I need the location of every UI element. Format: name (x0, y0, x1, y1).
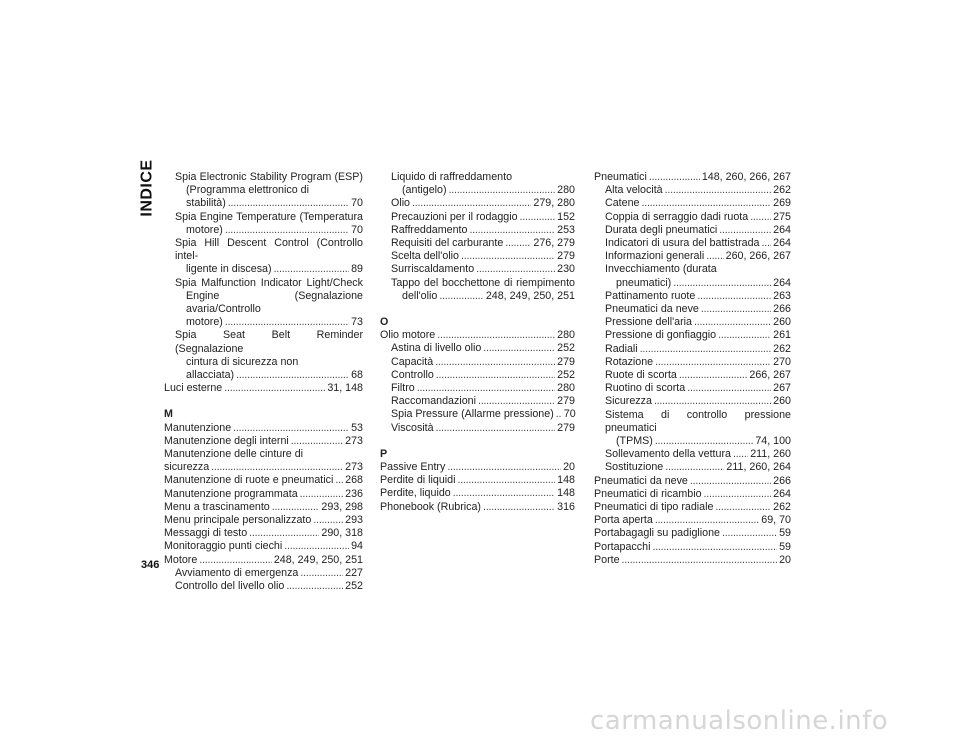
index-subentry-pneumatici-b-6[interactable]: Ruote di scorta . . . 266, 267 (594, 369, 791, 382)
page-ref[interactable]: 94 (351, 540, 363, 553)
page-ref[interactable]: 59 (779, 527, 791, 540)
page-ref[interactable]: 316 (557, 500, 575, 513)
index-subentry-motore-b-0[interactable]: Olio . . . 279, 280 (380, 197, 575, 210)
index-entry-p2-3[interactable]: Porta aperta . . . 69, 70 (594, 514, 791, 527)
index-subentry-pneumatici-b-8[interactable]: Sicurezza . . . 260 (594, 395, 791, 408)
index-entry-tappo-bocchettone[interactable]: Tappo del bocchettone di riempimento dell'olio . . . 248, 249, 250, 251 (380, 277, 575, 303)
page-ref[interactable]: 236 (345, 487, 363, 500)
index-entry-m2-1[interactable]: Manutenzione programmata . . . 236 (164, 488, 363, 501)
index-subentry-pneumatici-a-3[interactable]: Durata degli pneumatici . . . 264 (594, 224, 791, 237)
index-entry-spia-seat-belt[interactable]: Spia Seat Belt Reminder (Segnalazione cintura di sicurezza non allacciata) . . . 68 (164, 329, 363, 382)
page-ref[interactable]: 280 (557, 382, 575, 395)
index-letter-m: M (164, 408, 173, 421)
index-entry-p-0[interactable]: Passive Entry . . . 20 (380, 461, 575, 474)
page-ref[interactable]: 262 (773, 342, 791, 355)
index-entry-m2-3[interactable]: Menu principale personalizzato . . . 293 (164, 514, 363, 527)
page-ref[interactable]: 266 (773, 474, 791, 487)
index-entry-spia-esp[interactable]: Spia Electronic Stability Program (ESP) (Programma elettronico di stabilità) . . . 70 (164, 171, 363, 211)
index-subentry-pneumatici-b-4[interactable]: Radiali . . . 262 (594, 343, 791, 356)
index-entry-p2-4[interactable]: Portabagagli su padiglione . . . 59 (594, 527, 791, 540)
index-entry-liquido-raffreddamento[interactable]: Liquido di raffreddamento (antigelo) . . . 280 (380, 171, 575, 197)
page-ref[interactable]: 279 (557, 395, 575, 408)
index-subentry-pneumatici-b-3[interactable]: Pressione di gonfiaggio . . . 261 (594, 329, 791, 342)
index-subentry-olio-2[interactable]: Controllo . . . 252 (380, 369, 575, 382)
index-entry-p2-2[interactable]: Pneumatici di tipo radiale . . . 262 (594, 501, 791, 514)
index-subentry-olio-4[interactable]: Raccomandazioni . . . 279 (380, 395, 575, 408)
page-ref[interactable]: 152 (557, 210, 575, 223)
index-letter-p: P (380, 447, 388, 460)
index-entry-luci-esterne[interactable]: Luci esterne . . . 31, 148 (164, 382, 363, 395)
index-entry-manutenzione-cinture[interactable]: Manutenzione delle cinture di sicurezza . . . 273 (164, 448, 363, 474)
page-ref[interactable]: 268 (345, 474, 363, 487)
index-letter-o: O (380, 316, 389, 329)
index-subentry-olio-0[interactable]: Astina di livello olio . . . 252 (380, 342, 575, 355)
section-tab (139, 159, 157, 217)
index-entry-m2-0[interactable]: Manutenzione di ruote e pneumatici . . . 268 (164, 474, 363, 487)
page-ref[interactable]: 293, 298 (321, 500, 363, 513)
page-ref[interactable]: 262 (773, 501, 791, 514)
page-ref[interactable]: 290, 318 (321, 527, 363, 540)
index-subentry-motore-1[interactable]: Controllo del livello olio . . . 252 (164, 580, 363, 593)
page-ref[interactable]: 70 (351, 223, 363, 236)
index-entry-p2-1[interactable]: Pneumatici di ricambio . . . 264 (594, 488, 791, 501)
page-ref[interactable]: 248, 249, 250, 251 (273, 553, 363, 566)
index-subentry-pneumatici-a-5[interactable]: Informazioni generali . . . 260, 266, 267 (594, 250, 791, 263)
page-ref[interactable]: 70 (563, 408, 576, 421)
index-entry-p2-0[interactable]: Pneumatici da neve . . . 266 (594, 475, 791, 488)
index-entry-m2-5[interactable]: Monitoraggio punti ciechi . . . 94 (164, 540, 363, 553)
page-ref[interactable]: 252 (557, 342, 575, 355)
page-ref[interactable]: 59 (779, 540, 791, 553)
page-ref[interactable]: 20 (779, 553, 791, 566)
page-ref[interactable]: 264 (773, 276, 791, 289)
page-ref[interactable]: 266 (773, 303, 791, 316)
index-subentry-olio-3[interactable]: Filtro . . . 280 (380, 382, 575, 395)
index-entry-m2-2[interactable]: Menu a trascinamento . . . 293, 298 (164, 501, 363, 514)
page-ref[interactable]: 264 (773, 237, 791, 250)
page-ref[interactable]: 276, 279 (533, 237, 575, 250)
index-subentry-motore-b-3[interactable]: Requisiti del carburante . . . 276, 279 (380, 237, 575, 250)
page-ref[interactable]: 248, 249, 250, 251 (485, 289, 575, 302)
page-ref[interactable]: 264 (773, 223, 791, 236)
page-ref[interactable]: 269 (773, 197, 791, 210)
index-entry-invecchiamento[interactable]: Invecchiamento (durata pneumatici) . . . 264 (594, 263, 791, 289)
index-entry-spia-malfunction[interactable]: Spia Malfunction Indicator Light/Check Engine (Segnalazione avaria/Controllo motore) . . . 73 (164, 277, 363, 330)
page-ref[interactable]: 293 (345, 514, 363, 527)
index-subentry-pneumatici-a-0[interactable]: Alta velocità . . . 262 (594, 184, 791, 197)
page-ref[interactable]: 252 (557, 368, 575, 381)
index-entry-spia-hill-descent[interactable]: Spia Hill Descent Control (Controllo intel- ligente in discesa) . . . 89 (164, 237, 363, 277)
index-subentry-pneumatici-b-2[interactable]: Pressione dell'aria . . . 260 (594, 316, 791, 329)
index-entry-olio-motore[interactable]: Olio motore . . . 280 (380, 329, 575, 342)
page-ref[interactable]: 279 (557, 355, 575, 368)
index-subentry-motore-b-2[interactable]: Raffreddamento . . . 253 (380, 224, 575, 237)
page-ref[interactable]: 273 (345, 434, 363, 447)
page-ref[interactable]: 148, 260, 266, 267 (701, 171, 791, 183)
index-subentry-pneumatici-b-0[interactable]: Pattinamento ruote . . . 263 (594, 290, 791, 303)
page-ref[interactable]: 279, 280 (533, 197, 575, 210)
page-ref[interactable]: 230 (557, 263, 575, 276)
page-ref[interactable]: 261 (773, 329, 791, 342)
page-ref[interactable]: 275 (773, 210, 791, 223)
page-ref[interactable]: 227 (345, 566, 363, 579)
page-ref[interactable]: 264 (773, 487, 791, 500)
index-entry-p-1[interactable]: Perdite di liquidi . . . 148 (380, 474, 575, 487)
index-column-1 (164, 171, 363, 593)
page-ref[interactable]: 70 (351, 197, 363, 210)
index-subentry-motore-b-1[interactable]: Precauzioni per il rodaggio . . . 152 (380, 211, 575, 224)
index-entry-p2-6[interactable]: Porte . . . 20 (594, 554, 791, 567)
index-entry-spia-engine-temperature[interactable]: Spia Engine Temperature (Temperatura motore) . . . 70 (164, 211, 363, 237)
index-entry-pneumatici[interactable]: Pneumatici . . . 148, 260, 266, 267 (594, 171, 791, 184)
page-ref[interactable]: 267 (773, 382, 791, 395)
page-ref[interactable]: 280 (557, 184, 575, 197)
page-ref[interactable]: 89 (351, 263, 363, 276)
page-ref[interactable]: 68 (351, 369, 363, 382)
index-subentry-pneumatici-c-0[interactable]: Sollevamento della vettura . . . 211, 260 (594, 448, 791, 461)
page-ref[interactable]: 270 (773, 355, 791, 368)
index-subentry-pneumatici-b-7[interactable]: Ruotino di scorta . . . 267 (594, 382, 791, 395)
page-ref[interactable]: 260 (773, 316, 791, 329)
index-subentry-motore-0[interactable]: Avviamento di emergenza . . . 227 (164, 567, 363, 580)
page-ref[interactable]: 260 (773, 395, 791, 408)
index-subentry-pneumatici-b-5[interactable]: Rotazione . . . 270 (594, 356, 791, 369)
index-column-3 (594, 171, 791, 567)
index-entry-tpms[interactable]: Sistema di controllo pressione pneumatici (TPMS) . . . 74, 100 (594, 409, 791, 449)
index-entry-p2-5[interactable]: Portapacchi . . . 59 (594, 541, 791, 554)
index-entry-m-1[interactable]: Manutenzione degli interni . . . 273 (164, 435, 363, 448)
index-entry-m2-4[interactable]: Messaggi di testo . . . 290, 318 (164, 527, 363, 540)
page-ref[interactable]: 74, 100 (755, 435, 791, 448)
index-entry-m-0[interactable]: Manutenzione . . . 53 (164, 422, 363, 435)
index-subentry-olio-5[interactable]: Spia Pressure (Allarme pressione) . . . 70 (380, 408, 575, 421)
page-ref[interactable]: 211, 260, 264 (726, 461, 791, 474)
page-ref[interactable]: 279 (557, 250, 575, 263)
index-subentry-olio-1[interactable]: Capacità . . . 279 (380, 356, 575, 369)
page-ref[interactable]: 31, 148 (327, 382, 363, 395)
page-ref[interactable]: 20 (563, 461, 575, 474)
page-ref[interactable]: 279 (557, 421, 575, 434)
page-ref[interactable]: 260, 266, 267 (725, 250, 791, 263)
page-ref[interactable]: 252 (345, 580, 363, 593)
page-ref[interactable]: 266, 267 (749, 369, 791, 382)
index-subentry-pneumatici-a-2[interactable]: Coppia di serraggio dadi ruota . . . 275 (594, 211, 791, 224)
page-ref[interactable]: 262 (773, 184, 791, 197)
index-entry-m2-6[interactable]: Motore . . . 248, 249, 250, 251 (164, 554, 363, 567)
index-column-2 (380, 171, 575, 514)
page-number: 346 (141, 559, 160, 571)
page-ref[interactable]: 53 (351, 421, 363, 434)
index-subentry-pneumatici-a-1[interactable]: Catene . . . 269 (594, 197, 791, 210)
index-subentry-pneumatici-c-1[interactable]: Sostituzione . . . 211, 260, 264 (594, 461, 791, 474)
page-ref[interactable]: 211, 260 (750, 448, 791, 461)
index-subentry-pneumatici-a-4[interactable]: Indicatori di usura del battistrada . . . 264 (594, 237, 791, 250)
page-ref[interactable]: 73 (351, 316, 363, 329)
page-ref[interactable]: 280 (557, 329, 575, 342)
page-ref[interactable]: 253 (557, 223, 575, 236)
index-entry-p-2[interactable]: Perdite, liquido . . . 148 (380, 487, 575, 500)
page-ref[interactable]: 148 (557, 474, 575, 487)
index-subentry-pneumatici-b-1[interactable]: Pneumatici da neve . . . 266 (594, 303, 791, 316)
index-subentry-olio-6[interactable]: Viscosità . . . 279 (380, 422, 575, 435)
index-entry-p-3[interactable]: Phonebook (Rubrica) . . . 316 (380, 501, 575, 514)
index-subentry-motore-b-4[interactable]: Scelta dell'olio . . . 279 (380, 250, 575, 263)
page-ref[interactable]: 69, 70 (761, 514, 791, 527)
page-ref[interactable]: 273 (345, 461, 363, 474)
watermark: carmanualsonline.info (590, 706, 889, 736)
page-ref[interactable]: 148 (557, 487, 575, 500)
page-ref[interactable]: 263 (773, 289, 791, 302)
index-subentry-motore-b-5[interactable]: Surriscaldamento . . . 230 (380, 263, 575, 276)
section-tab-label: INDICE (139, 159, 157, 217)
